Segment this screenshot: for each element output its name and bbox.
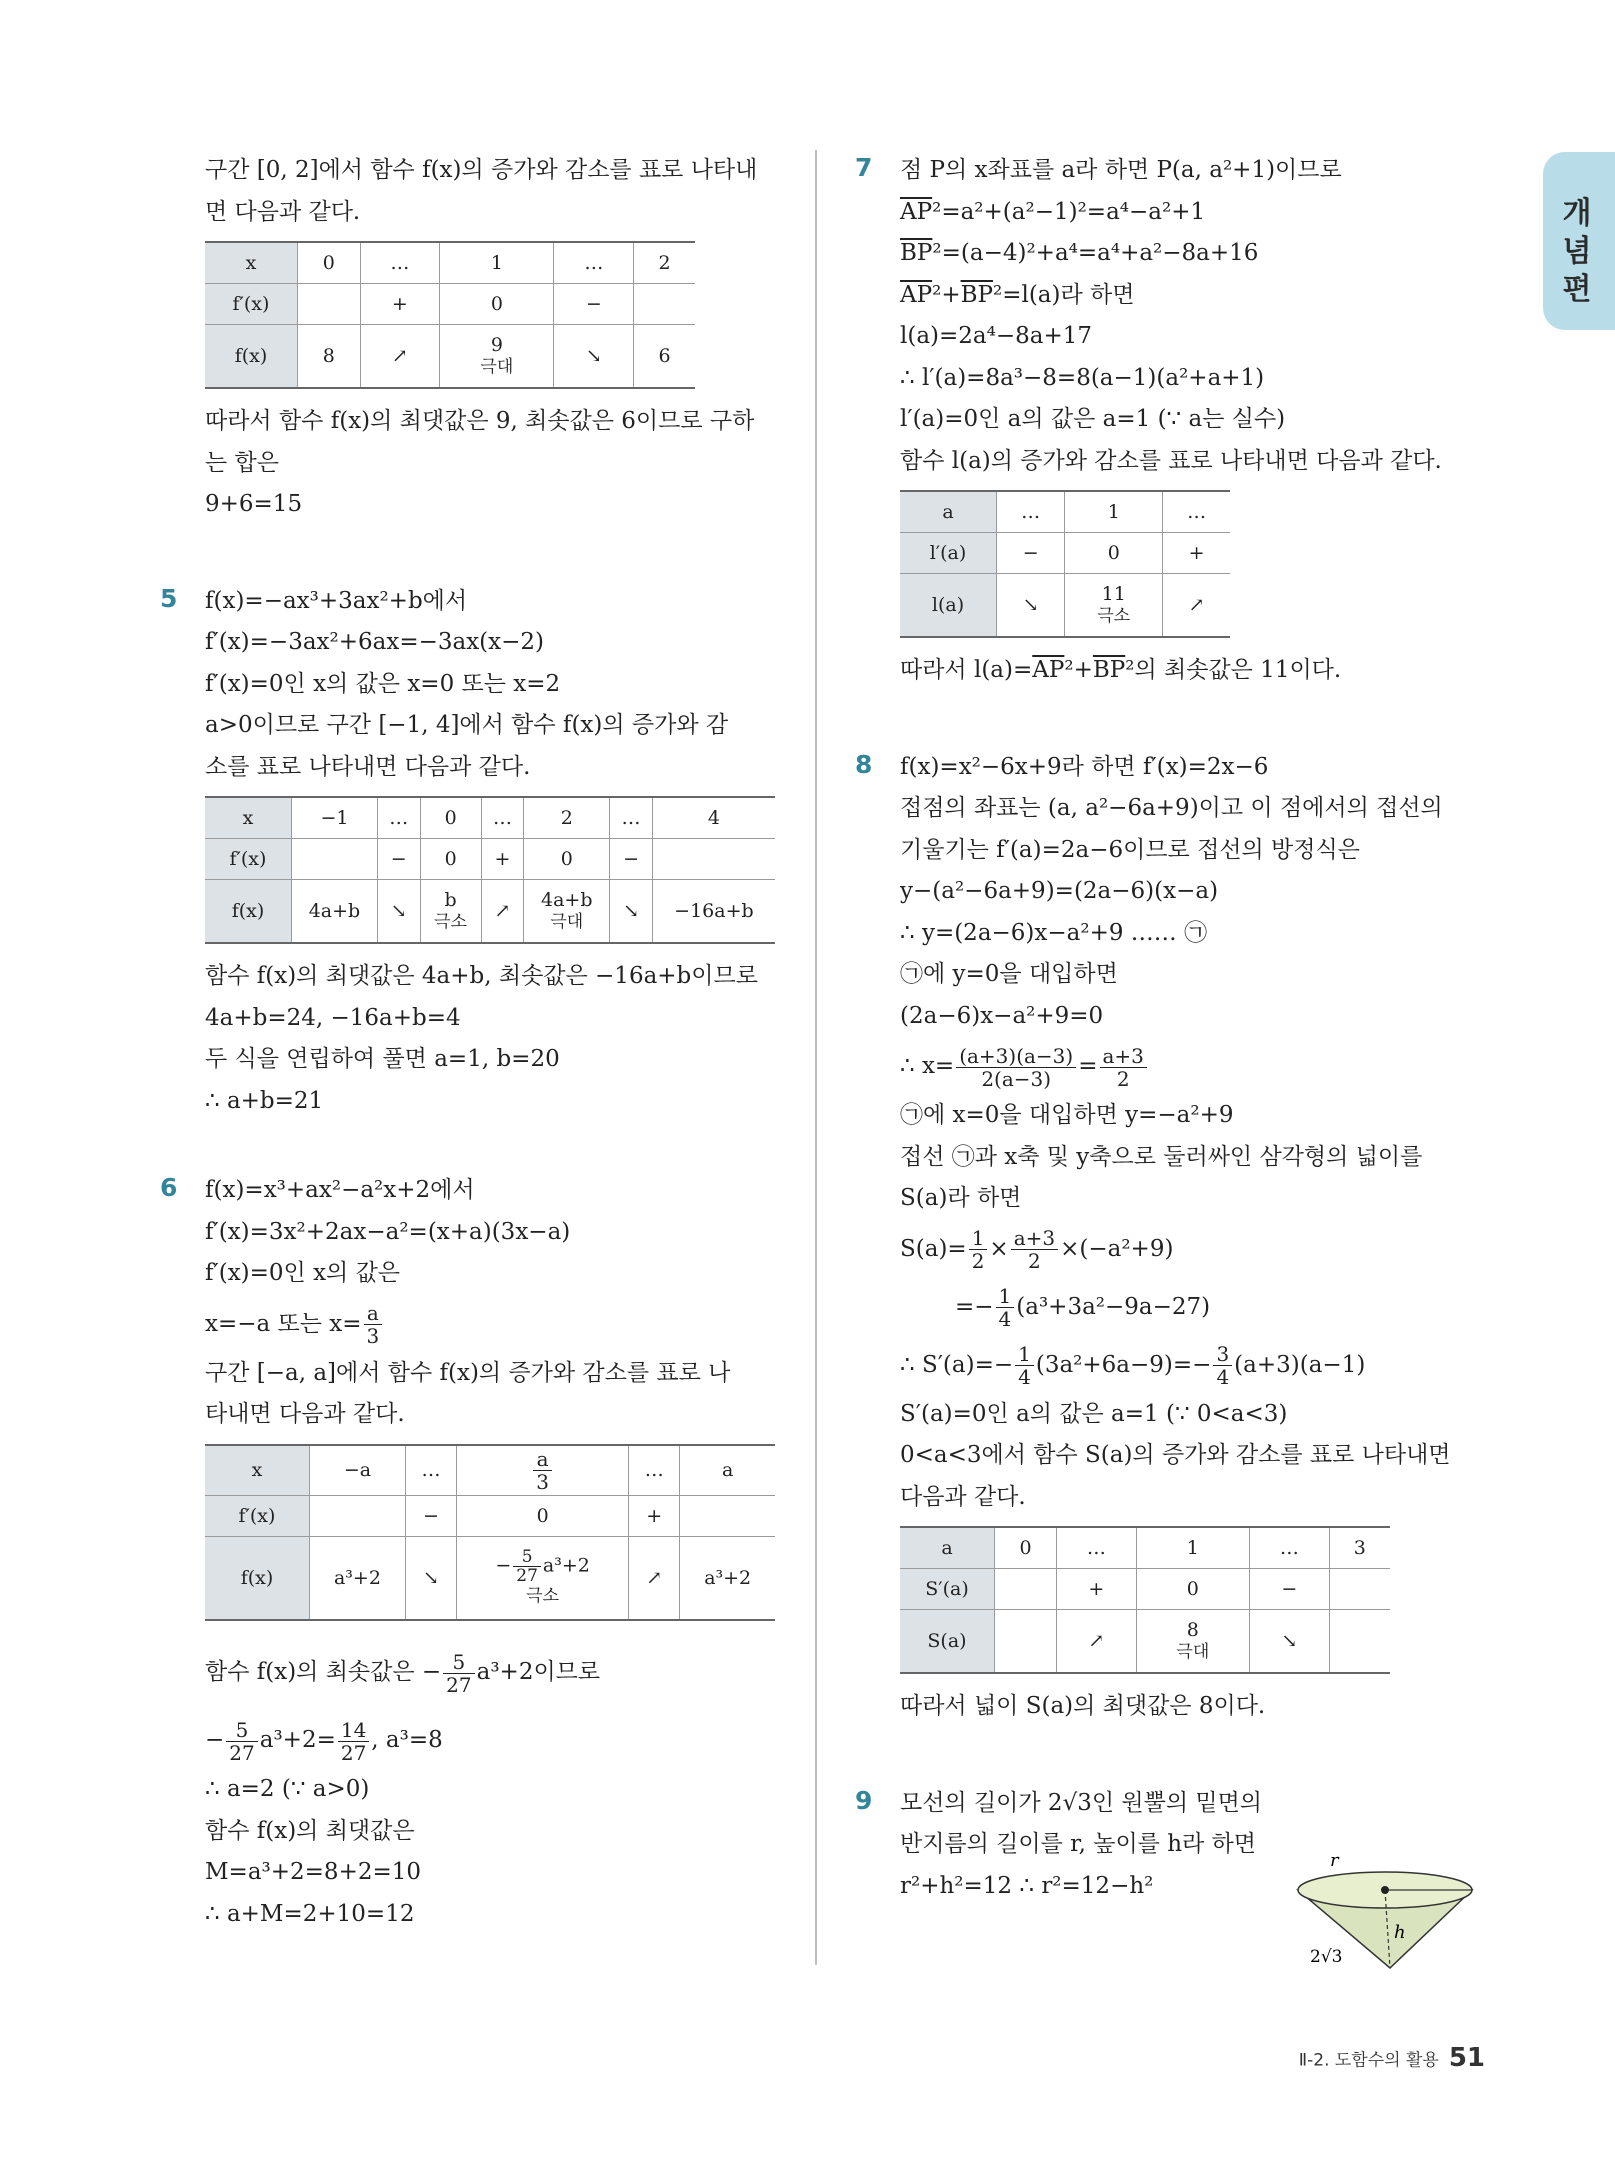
table-cell: 8 — [298, 325, 361, 389]
slant-label: 2√3 — [1310, 1947, 1343, 1967]
page-footer — [1299, 2043, 1485, 2073]
denominator: 2(a−3) — [981, 1066, 1052, 1091]
chapter-tab — [1543, 152, 1615, 330]
numerator: a+3 — [1011, 1227, 1058, 1250]
table-cell: … — [610, 797, 653, 839]
tab-char: 념 — [1562, 234, 1592, 269]
text-run: ²+ — [1064, 657, 1093, 683]
text-line — [900, 192, 1480, 234]
fraction — [996, 1285, 1015, 1330]
table-cell: 0 — [457, 1495, 629, 1536]
table-cell: l(a) — [900, 574, 997, 638]
text-run: ²의 최솟값은 11이다. — [1125, 657, 1342, 683]
table-cell: − — [610, 839, 653, 880]
text-line — [205, 1643, 780, 1701]
table-cell: … — [360, 242, 440, 284]
text-line — [205, 1711, 780, 1769]
text-line: f(x)=x²−6x+9라 하면 f′(x)=2x−6 — [900, 753, 1269, 780]
table-cell — [1329, 1569, 1390, 1610]
table-cell: ↗ — [481, 880, 524, 944]
cell-value: 11 — [1101, 583, 1126, 605]
problem-number: 7 — [855, 153, 873, 182]
numerator: 3 — [1213, 1343, 1232, 1366]
text-line: 타내면 다음과 같다. — [205, 1401, 405, 1427]
numerator: 1 — [1015, 1343, 1034, 1366]
left-column — [160, 150, 780, 1935]
table-cell: + — [1057, 1569, 1136, 1610]
text-run: − — [205, 1727, 225, 1753]
text-line: 함수 f(x)의 최댓값은 4a+b, 최솟값은 −16a+b이므로 — [205, 963, 758, 989]
text-line: 접점의 좌표는 (a, a²−6a+9)이고 이 점에서의 접선의 — [900, 795, 1443, 821]
text-run: ×(−a²+9) — [1060, 1235, 1174, 1262]
text-line: 접선 ㉠과 x축 및 y축으로 둘러싸인 삼각형의 넓이를 — [900, 1143, 1423, 1170]
table-cell: − — [554, 284, 634, 325]
segment-bp: $\overline{BP}$ — [1092, 657, 1126, 683]
table-cell: f′(x) — [205, 839, 292, 880]
fraction — [1011, 1227, 1058, 1272]
table-cell: − — [1250, 1569, 1329, 1610]
table-cell: 0 — [440, 284, 554, 325]
table-cell: −16a+b — [652, 880, 775, 944]
table-cell: f(x) — [205, 1536, 310, 1620]
text-line: ㉠에 x=0을 대입하면 y=−a²+9 — [900, 1102, 1234, 1128]
table-cell: ↗ — [1057, 1610, 1136, 1674]
text-run: S(a)= — [900, 1235, 967, 1262]
table-cell: ↘ — [377, 880, 420, 944]
table-cell: ↘ — [405, 1536, 456, 1620]
text-line: 함수 l(a)의 증가와 감소를 표로 나타내면 다음과 같다. — [900, 447, 1442, 474]
problem-6 — [160, 1170, 780, 1935]
text-line: ㉠에 y=0을 대입하면 — [900, 961, 1118, 987]
table-cell: … — [377, 797, 420, 839]
text-run: a³+2 — [542, 1554, 590, 1577]
text-line — [205, 1295, 780, 1353]
numerator: a+3 — [1100, 1045, 1147, 1068]
table-cell: x — [205, 1445, 310, 1496]
tab-char: 개 — [1562, 196, 1592, 231]
table-cell: a — [900, 1527, 995, 1569]
text-line: 9+6=15 — [205, 491, 303, 517]
section-label: Ⅱ-2. 도함수의 활용 — [1298, 2050, 1439, 2071]
numerator: a — [533, 1448, 552, 1471]
text-line — [900, 1336, 1480, 1394]
table-cell: a — [900, 491, 997, 533]
text-line: r²+h²=12 ∴ r²=12−h² — [900, 1872, 1154, 1899]
text-line: f′(x)=0인 x의 값은 — [205, 1260, 401, 1286]
fraction — [226, 1719, 257, 1764]
table-cell: 2 — [634, 242, 695, 284]
table-cell — [420, 880, 481, 944]
denominator: 3 — [536, 1469, 549, 1494]
text-line: S′(a)=0인 a의 값은 a=1 (∵ 0<a<3) — [900, 1400, 1288, 1427]
table-cell — [298, 284, 361, 325]
segment-ap: $\overline{AP}$ — [900, 198, 933, 225]
text-run: , a³=8 — [371, 1727, 443, 1753]
fraction — [513, 1548, 541, 1585]
numerator: 1 — [969, 1227, 988, 1250]
table-cell: 4a+b — [292, 880, 378, 944]
segment-ap: $\overline{AP}$ — [900, 281, 933, 308]
numerator: a — [364, 1302, 383, 1325]
table-cell: 6 — [634, 325, 695, 389]
table-cell — [1329, 1610, 1390, 1674]
denominator: 27 — [340, 1740, 367, 1765]
text-line: 기울기는 f′(a)=2a−6이므로 접선의 방정식은 — [900, 836, 1360, 863]
denominator: 2 — [1116, 1066, 1130, 1091]
table-cell: S(a) — [900, 1610, 995, 1674]
text-line: ∴ l′(a)=8a³−8=8(a−1)(a²+a+1) — [900, 364, 1265, 391]
text-line: 구간 [−a, a]에서 함수 f(x)의 증가와 감소를 표로 나 — [205, 1359, 731, 1386]
table-cell: a — [680, 1445, 775, 1496]
radius-label: r — [1330, 1850, 1339, 1871]
segment-ap: $\overline{AP}$ — [1032, 657, 1065, 683]
text-line: l′(a)=0인 a의 값은 a=1 (∵ a는 실수) — [900, 406, 1286, 432]
numerator: 5 — [443, 1651, 474, 1674]
table-cell — [524, 880, 610, 944]
table-cell: ↘ — [997, 574, 1065, 638]
table-cell: + — [481, 839, 524, 880]
fraction — [1100, 1045, 1147, 1090]
text-line: 소를 표로 나타내면 다음과 같다. — [205, 753, 531, 780]
text-line: f′(x)=−3ax²+6ax=−3ax(x−2) — [205, 629, 545, 655]
text-line: 반지름의 길이를 r, 높이를 h라 하면 — [900, 1831, 1256, 1857]
problem-number: 8 — [855, 749, 873, 779]
page-number: 51 — [1448, 2043, 1485, 2073]
table-cell: − — [377, 839, 420, 880]
text-run: ²=a²+(a²−1)²=a⁴−a²+1 — [932, 198, 1206, 225]
table-cell: + — [629, 1495, 680, 1536]
table-cell — [995, 1610, 1057, 1674]
text-run: ²=(a−4)²+a⁴=a⁴+a²−8a+16 — [932, 240, 1259, 266]
table-cell: … — [1057, 1527, 1136, 1569]
text-run: =− — [955, 1293, 994, 1320]
text-run: × — [989, 1235, 1009, 1262]
text-line: 다음과 같다. — [900, 1483, 1026, 1510]
table-cell: 0 — [298, 242, 361, 284]
denominator: 3 — [366, 1324, 380, 1348]
table-cell — [457, 1536, 629, 1620]
text-line: a>0이므로 구간 [−1, 4]에서 함수 f(x)의 증가와 감 — [205, 712, 729, 738]
text-line: 4a+b=24, −16a+b=4 — [205, 1004, 461, 1031]
numerator: 1 — [996, 1285, 1015, 1308]
table-cell: + — [360, 284, 440, 325]
problem-number: 5 — [160, 583, 178, 613]
segment-bp: $\overline{BP}$ — [960, 281, 993, 308]
text-line: f(x)=−ax³+3ax²+b에서 — [205, 587, 468, 614]
cell-value: 9 — [490, 334, 503, 356]
variation-table — [900, 1526, 1390, 1674]
text-line: 면 다음과 같다. — [205, 198, 361, 225]
tab-char: 편 — [1562, 272, 1592, 307]
text-run: ²=l(a)라 하면 — [992, 281, 1135, 308]
text-run: ²+ — [932, 281, 961, 308]
text-run: a³+2이므로 — [476, 1659, 601, 1685]
text-run: = — [1078, 1053, 1098, 1079]
text-line: f(x)=x³+ax²−a²x+2에서 — [205, 1177, 475, 1203]
table-cell: … — [629, 1445, 680, 1496]
text-line: y−(a²−6a+9)=(2a−6)(x−a) — [900, 878, 1219, 904]
table-cell: 0 — [420, 797, 481, 839]
text-run: 따라서 l(a)= — [900, 657, 1033, 683]
numerator: 5 — [513, 1548, 541, 1567]
fraction — [956, 1045, 1076, 1090]
denominator: 27 — [516, 1566, 538, 1587]
column-divider — [815, 150, 817, 1965]
fraction — [969, 1227, 988, 1272]
text-line — [900, 1037, 1480, 1095]
table-cell: l′(a) — [900, 533, 997, 574]
table-cell — [652, 839, 775, 880]
text-line: 점 P의 x좌표를 a라 하면 P(a, a²+1)이므로 — [900, 157, 1342, 183]
table-cell: 0 — [1065, 533, 1163, 574]
local-max-label: 극대 — [1176, 1642, 1210, 1662]
table-cell — [680, 1495, 775, 1536]
table-cell: ↗ — [360, 325, 440, 389]
text-line: S(a)라 하면 — [900, 1185, 1022, 1211]
denominator: 27 — [229, 1740, 255, 1765]
denominator: 2 — [971, 1249, 985, 1273]
table-cell — [995, 1569, 1057, 1610]
table-cell: − — [997, 533, 1065, 574]
table-cell: … — [1250, 1527, 1329, 1569]
table-cell: 1 — [1065, 491, 1163, 533]
text-run: (3a²+6a−9)=− — [1035, 1351, 1212, 1378]
table-cell: f(x) — [205, 880, 292, 944]
text-line: 0<a<3에서 함수 S(a)의 증가와 감소를 표로 나타내면 — [900, 1442, 1451, 1468]
variation-table — [205, 241, 695, 389]
text-line: ∴ a+M=2+10=12 — [205, 1900, 415, 1927]
text-line: M=a³+2=8+2=10 — [205, 1859, 422, 1885]
table-cell: f′(x) — [205, 1495, 310, 1536]
problem-5 — [160, 581, 780, 1123]
text-line: 구간 [0, 2]에서 함수 f(x)의 증가와 감소를 표로 나타내 — [205, 157, 758, 183]
table-cell: 4 — [652, 797, 775, 839]
text-line: 모선의 길이가 2√3인 원뿔의 밑면의 — [900, 1789, 1263, 1816]
table-cell: x — [205, 242, 298, 284]
table-cell: x — [205, 797, 292, 839]
text-line — [900, 650, 1480, 692]
denominator: 4 — [1018, 1365, 1031, 1389]
text-line — [900, 1278, 1480, 1336]
table-cell: 2 — [524, 797, 610, 839]
local-max-label: 극대 — [480, 357, 514, 377]
table-cell — [310, 1495, 406, 1536]
cell-value: 4a+b — [541, 889, 593, 911]
table-cell: 1 — [1136, 1527, 1250, 1569]
table-cell: ↘ — [610, 880, 653, 944]
denominator: 4 — [998, 1307, 1012, 1331]
local-min-label: 극소 — [434, 912, 468, 932]
table-cell: ↗ — [629, 1536, 680, 1620]
table-cell: … — [997, 491, 1065, 533]
table-cell: f′(x) — [205, 284, 298, 325]
text-line: ∴ a=2 (∵ a>0) — [205, 1776, 370, 1802]
text-run: (a³+3a²−9a−27) — [1016, 1293, 1211, 1320]
variation-table — [205, 1444, 775, 1622]
text-run: (a+3)(a−1) — [1234, 1351, 1366, 1378]
segment-bp: $\overline{BP}$ — [900, 240, 933, 266]
cone-diagram — [1290, 1850, 1480, 1980]
text-line — [900, 1220, 1480, 1278]
fraction — [1213, 1343, 1232, 1388]
text-line: 함수 f(x)의 최댓값은 — [205, 1817, 415, 1844]
table-cell: … — [554, 242, 634, 284]
table-cell — [440, 325, 554, 389]
table-cell: 0 — [1136, 1569, 1250, 1610]
right-column — [855, 150, 1480, 1907]
problem-number: 9 — [855, 1785, 873, 1815]
text-line: 따라서 넓이 S(a)의 최댓값은 8이다. — [900, 1693, 1266, 1719]
fraction — [533, 1448, 552, 1493]
table-cell: … — [1163, 491, 1230, 533]
problem-8 — [855, 747, 1480, 1728]
variation-table — [900, 490, 1230, 638]
table-cell: ↘ — [554, 325, 634, 389]
text-line: 따라서 함수 f(x)의 최댓값은 9, 최솟값은 6이므로 구하 — [205, 408, 755, 434]
cell-value: b — [444, 889, 457, 911]
table-cell: f(x) — [205, 325, 298, 389]
text-line: ∴ a+b=21 — [205, 1087, 324, 1114]
text-run: 함수 f(x)의 최솟값은 − — [205, 1659, 442, 1685]
table-cell: 1 — [440, 242, 554, 284]
denominator: 4 — [1216, 1365, 1230, 1389]
table-cell: ↗ — [1163, 574, 1230, 638]
table-cell: 0 — [524, 839, 610, 880]
table-cell: + — [1163, 533, 1230, 574]
table-cell: − — [405, 1495, 456, 1536]
text-run: ∴ x= — [900, 1053, 955, 1079]
text-run: − — [495, 1554, 512, 1577]
table-cell: −1 — [292, 797, 378, 839]
text-run: ∴ S′(a)=− — [900, 1351, 1014, 1378]
table-cell: … — [405, 1445, 456, 1496]
text-line: (2a−6)x−a²+9=0 — [900, 1002, 1104, 1029]
table-cell — [292, 839, 378, 880]
table-cell: S′(a) — [900, 1569, 995, 1610]
table-cell: … — [481, 797, 524, 839]
text-line: f′(x)=3x²+2ax−a²=(x+a)(3x−a) — [205, 1218, 571, 1245]
table-cell: 0 — [995, 1527, 1057, 1569]
denominator: 27 — [446, 1672, 472, 1697]
height-label: h — [1394, 1922, 1406, 1943]
local-max-label: 극대 — [550, 912, 584, 932]
table-cell — [1065, 574, 1163, 638]
text-line: f′(x)=0인 x의 값은 x=0 또는 x=2 — [205, 670, 561, 697]
table-cell: a³+2 — [680, 1536, 775, 1620]
fraction — [338, 1719, 369, 1764]
center-dot — [1381, 1886, 1389, 1894]
local-min-label: 극소 — [1097, 606, 1131, 626]
fraction — [443, 1651, 474, 1696]
text-run: a³+2= — [259, 1727, 336, 1753]
table-cell — [634, 284, 695, 325]
text-line: l(a)=2a⁴−8a+17 — [900, 323, 1093, 349]
variation-table — [205, 796, 775, 944]
text-line: ∴ y=(2a−6)x−a²+9 …… ㉠ — [900, 919, 1208, 946]
numerator: 5 — [226, 1719, 257, 1742]
table-cell: ↘ — [1250, 1610, 1329, 1674]
table-cell: a³+2 — [310, 1536, 406, 1620]
text-run: x=−a 또는 x= — [205, 1310, 362, 1337]
table-cell — [1136, 1610, 1250, 1674]
problem-7 — [855, 150, 1480, 692]
denominator: 2 — [1028, 1249, 1041, 1273]
local-min-label: 극소 — [526, 1586, 560, 1607]
problem-4-continued — [205, 150, 780, 526]
fraction — [364, 1302, 383, 1347]
table-cell — [457, 1445, 629, 1496]
text-line: 는 합은 — [205, 449, 279, 476]
numerator: 14 — [338, 1719, 369, 1742]
text-line: 두 식을 연립하여 풀면 a=1, b=20 — [205, 1046, 560, 1072]
text-line — [900, 275, 1480, 317]
numerator: (a+3)(a−3) — [956, 1045, 1076, 1068]
table-cell: 3 — [1329, 1527, 1390, 1569]
text-line — [900, 233, 1480, 275]
table-cell: −a — [310, 1445, 406, 1496]
table-cell: 0 — [420, 839, 481, 880]
problem-number: 6 — [160, 1173, 178, 1202]
fraction — [1015, 1343, 1034, 1388]
cell-value: 8 — [1186, 1619, 1199, 1641]
